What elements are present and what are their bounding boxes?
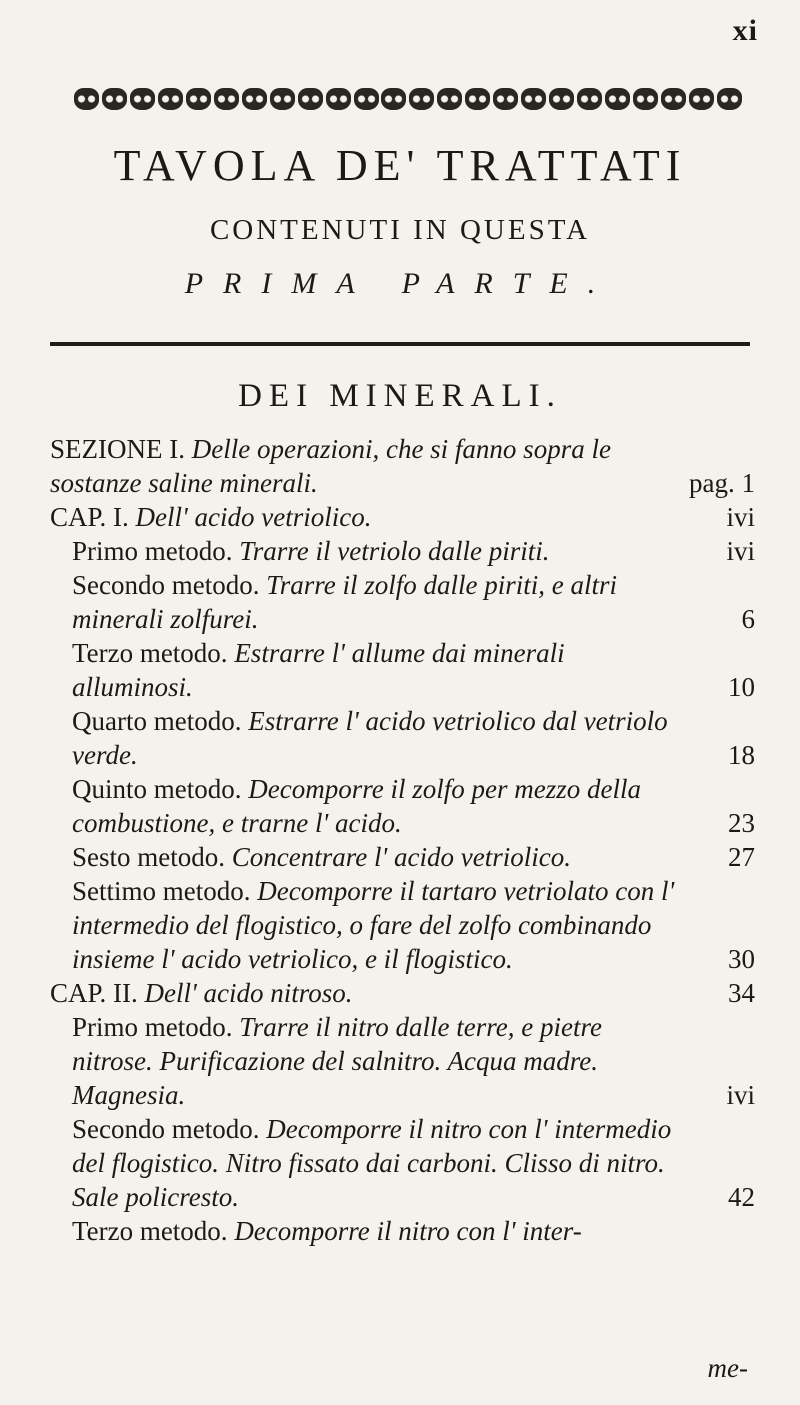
- fleuron-icon: [605, 88, 630, 110]
- page-subtitle: CONTENUTI IN QUESTA: [209, 214, 591, 246]
- fleuron-icon: [661, 88, 686, 110]
- printers-ornament-band: [74, 82, 742, 116]
- toc-entry-label: Secondo metodo.: [72, 570, 260, 600]
- toc-entry-title: Trarre il nitro dalle terre, e pietre nitrose. Purificazione del salnitro. Acqua madre. Magnesia.: [72, 1012, 602, 1110]
- fleuron-icon: [102, 88, 127, 110]
- toc-entry: [50, 636, 755, 704]
- toc-entry-page: 27: [728, 842, 755, 872]
- toc-entry: [50, 568, 755, 636]
- fleuron-icon: [354, 88, 379, 110]
- toc-entry-label: Secondo metodo.: [72, 1114, 260, 1144]
- toc-entry: [50, 976, 755, 1010]
- toc-entry-title: Decomporre il nitro con l' inter-: [234, 1216, 582, 1246]
- toc-entry-title: Estrarre l' acido vetriolico dal vetriolo verde.: [72, 706, 668, 770]
- fleuron-icon: [437, 88, 462, 110]
- toc-entry-page: 23: [728, 808, 755, 838]
- fleuron-icon: [521, 88, 546, 110]
- toc-entry-page: pag. 1: [689, 468, 755, 498]
- toc-entry-title: Delle operazioni, che si fanno sopra le sostanze saline minerali.: [50, 434, 611, 498]
- fleuron-icon: [493, 88, 518, 110]
- toc-entry-label: SEZIONE I.: [50, 434, 185, 464]
- toc-entry-label: Quinto metodo.: [72, 774, 242, 804]
- toc-entry-page: 42: [728, 1182, 755, 1212]
- table-of-contents: [50, 432, 755, 1248]
- fleuron-icon: [409, 88, 434, 110]
- toc-entry-page: 30: [728, 944, 755, 974]
- page-folio: xi: [732, 14, 758, 47]
- fleuron-icon: [381, 88, 406, 110]
- toc-entry: [50, 432, 755, 500]
- toc-entry-label: Terzo metodo.: [72, 638, 228, 668]
- fleuron-icon: [158, 88, 183, 110]
- toc-entry-page: 18: [728, 740, 755, 770]
- toc-entry-title: Decomporre il nitro con l' intermedio del flogistico. Nitro fissato dai carboni. Clisso di nitro. Sale policresto.: [72, 1114, 672, 1212]
- fleuron-icon: [549, 88, 574, 110]
- catchword: me-: [707, 1353, 748, 1383]
- toc-entry: [50, 1010, 755, 1112]
- fleuron-icon: [298, 88, 323, 110]
- toc-entry-title: Decomporre il tartaro vetriolato con l' intermedio del flogistico, o fare del zolfo combinando insieme l' acido vetriolico, e il flogistico.: [72, 876, 675, 974]
- toc-entry: [50, 772, 755, 840]
- fleuron-icon: [577, 88, 602, 110]
- toc-entry-title: Trarre il zolfo dalle piriti, e altri minerali zolfurei.: [72, 570, 618, 634]
- fleuron-icon: [214, 88, 239, 110]
- fleuron-icon: [186, 88, 211, 110]
- fleuron-icon: [130, 88, 155, 110]
- toc-entry-title: Trarre il vetriolo dalle piriti.: [239, 536, 550, 566]
- toc-entry-title: Dell' acido nitroso.: [144, 978, 353, 1008]
- toc-entry-label: Quarto metodo.: [72, 706, 242, 736]
- fleuron-icon: [717, 88, 742, 110]
- fleuron-icon: [689, 88, 714, 110]
- toc-entry-label: CAP. I.: [50, 502, 129, 532]
- toc-entry-label: Settimo metodo.: [72, 876, 251, 906]
- section-heading: DEI MINERALI.: [238, 378, 562, 414]
- fleuron-icon: [270, 88, 295, 110]
- toc-entry-page: 6: [741, 604, 755, 634]
- fleuron-icon: [633, 88, 658, 110]
- toc-entry: [50, 1112, 755, 1214]
- toc-entry-title: Dell' acido vetriolico.: [135, 502, 372, 532]
- fleuron-icon: [326, 88, 351, 110]
- toc-entry: [50, 704, 755, 772]
- horizontal-rule: [50, 342, 750, 346]
- toc-entry-title: Concentrare l' acido vetriolico.: [231, 842, 571, 872]
- page-title: TAVOLA DE' TRATTATI: [113, 141, 687, 190]
- part-heading: PRIMA PARTE.: [184, 267, 616, 300]
- toc-entry-page: 10: [728, 672, 755, 702]
- toc-entry-page: ivi: [726, 1080, 755, 1110]
- toc-entry: [50, 840, 755, 874]
- toc-entry: [50, 1214, 755, 1248]
- toc-entry-page: ivi: [726, 536, 755, 566]
- toc-entry-label: Sesto metodo.: [72, 842, 225, 872]
- toc-entry: [50, 874, 755, 976]
- toc-entry-label: CAP. II.: [50, 978, 138, 1008]
- toc-entry-label: Primo metodo.: [72, 536, 233, 566]
- toc-entry-page: ivi: [726, 502, 755, 532]
- toc-entry-label: Terzo metodo.: [72, 1216, 228, 1246]
- toc-entry-page: 34: [728, 978, 755, 1008]
- toc-entry-title: Estrarre l' allume dai minerali alluminosi.: [72, 638, 565, 702]
- fleuron-icon: [465, 88, 490, 110]
- fleuron-icon: [242, 88, 267, 110]
- toc-entry: [50, 500, 755, 534]
- toc-entry-title: Decomporre il zolfo per mezzo della combustione, e trarne l' acido.: [72, 774, 641, 838]
- toc-entry-label: Primo metodo.: [72, 1012, 233, 1042]
- toc-entry: [50, 534, 755, 568]
- fleuron-icon: [74, 88, 99, 110]
